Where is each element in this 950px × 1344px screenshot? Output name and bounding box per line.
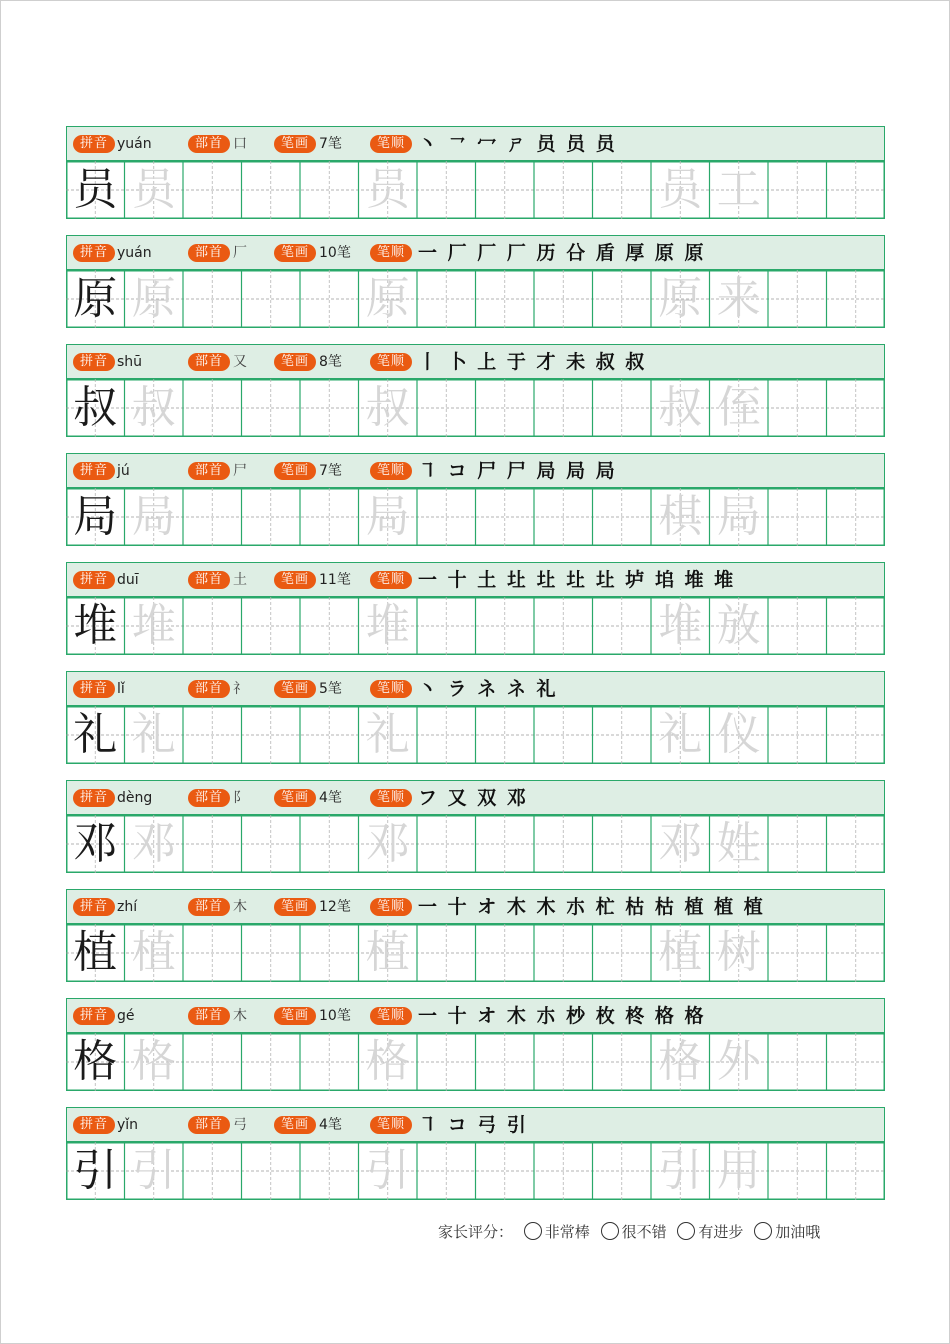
char-block [66,671,885,765]
pinyin-value: yǐn [117,1117,139,1133]
writing-grid[interactable] [66,1142,885,1200]
pinyin-badge: 拼音 [73,244,115,262]
trace-character: 植 [365,927,410,978]
strokes-badge: 笔画 [274,680,316,698]
strokes-badge: 笔画 [274,353,316,371]
radical-badge: 部首 [188,135,230,153]
model-character: 格 [73,1036,118,1087]
stroke-order-sequence: 丶 ㇖ 冖 ㄕ 员 员 员 [418,133,617,155]
stroke-order-sequence: 丶 ラ ネ ネ 礼 [418,678,558,700]
char-block [66,889,885,983]
trace-character: 堆 [365,600,410,651]
radical-badge: 部首 [188,1007,230,1025]
pinyin-value: duī [117,572,139,588]
writing-grid[interactable] [66,270,885,328]
radical-value: 礻 [233,681,247,697]
pinyin-badge: 拼音 [73,1116,115,1134]
radio-circle-icon[interactable] [677,1222,695,1240]
trace-character: 礼 [131,709,176,760]
writing-grid[interactable] [66,815,885,873]
char-block [66,235,885,329]
model-character: 植 [73,927,118,978]
radio-circle-icon[interactable] [601,1222,619,1240]
pinyin-badge: 拼音 [73,462,115,480]
trace-word-char: 树 [716,927,761,978]
model-character: 引 [73,1145,118,1196]
trace-character: 邓 [131,818,176,869]
stroke-order-badge: 笔顺 [370,1116,412,1134]
stroke-order-badge: 笔顺 [370,462,412,480]
trace-word-char: 员 [658,164,703,215]
strokes-value: 11笔 [319,572,351,588]
pinyin-value: zhí [117,899,138,915]
stroke-order-badge: 笔顺 [370,789,412,807]
radical-badge: 部首 [188,680,230,698]
trace-word-char: 原 [658,273,703,324]
radical-value: 又 [233,354,247,370]
strokes-value: 5笔 [319,681,342,697]
pinyin-value: yuán [117,136,152,152]
strokes-badge: 笔画 [274,571,316,589]
strokes-badge: 笔画 [274,244,316,262]
model-character: 叔 [73,382,118,433]
parent-rating [438,1218,820,1246]
pinyin-value: gé [117,1008,135,1024]
stroke-order-sequence: 一 十 オ 木 朩 杪 枚 柊 格 格 [418,1005,706,1027]
radical-value: 木 [233,1008,247,1024]
char-block [66,998,885,1092]
trace-character: 原 [131,273,176,324]
stroke-order-sequence: ㇕ コ 尸 尸 局 局 局 [418,460,617,482]
pinyin-badge: 拼音 [73,898,115,916]
model-character: 堆 [73,600,118,651]
rating-option-keep-going[interactable]: 加油哦 [754,1218,820,1246]
strokes-badge: 笔画 [274,789,316,807]
trace-word-char: 仪 [716,709,761,760]
strokes-badge: 笔画 [274,1007,316,1025]
char-info-header [66,126,885,161]
pinyin-badge: 拼音 [73,680,115,698]
trace-word-char: 放 [716,600,761,651]
char-info-header [66,453,885,488]
strokes-value: 10笔 [319,1008,351,1024]
strokes-value: 4笔 [319,1117,342,1133]
stroke-order-sequence: 一 厂 厂 厂 历 㕣 盾 厚 原 原 [418,242,706,264]
pinyin-value: lǐ [117,681,125,697]
writing-grid[interactable] [66,379,885,437]
radical-badge: 部首 [188,1116,230,1134]
rating-option-progress[interactable]: 有进步 [677,1218,743,1246]
trace-character: 植 [131,927,176,978]
model-character: 原 [73,273,118,324]
stroke-order-sequence: 一 十 土 圵 圵 圵 圵 垆 垖 堆 堆 [418,569,736,591]
trace-character: 引 [131,1145,176,1196]
strokes-value: 7笔 [319,463,342,479]
writing-grid[interactable] [66,924,885,982]
strokes-value: 4笔 [319,790,342,806]
writing-grid[interactable] [66,597,885,655]
radical-value: 阝 [233,790,247,806]
trace-word-char: 工 [716,164,761,215]
trace-word-char: 来 [716,273,761,324]
trace-word-char: 格 [658,1036,703,1087]
pinyin-badge: 拼音 [73,353,115,371]
strokes-badge: 笔画 [274,135,316,153]
radical-badge: 部首 [188,789,230,807]
trace-character: 叔 [131,382,176,433]
rating-option-great[interactable]: 非常棒 [524,1218,590,1246]
pinyin-badge: 拼音 [73,789,115,807]
radical-badge: 部首 [188,462,230,480]
char-info-header [66,998,885,1033]
char-info-header [66,889,885,924]
writing-grid[interactable] [66,488,885,546]
trace-word-char: 用 [716,1145,761,1196]
pinyin-badge: 拼音 [73,1007,115,1025]
rating-option-good[interactable]: 很不错 [601,1218,667,1246]
radio-circle-icon[interactable] [524,1222,542,1240]
stroke-order-sequence: 一 十 オ 木 木 朩 杧 枯 枯 植 植 植 [418,896,765,918]
radical-value: 土 [233,572,247,588]
stroke-order-badge: 笔顺 [370,353,412,371]
radical-badge: 部首 [188,353,230,371]
strokes-value: 10笔 [319,245,351,261]
stroke-order-badge: 笔顺 [370,135,412,153]
trace-character: 格 [365,1036,410,1087]
trace-word-char: 外 [716,1036,761,1087]
trace-word-char: 棋 [658,491,703,542]
trace-word-char: 引 [658,1145,703,1196]
radical-value: 尸 [233,463,247,479]
stroke-order-sequence: ㇕ コ 弓 引 [418,1114,528,1136]
model-character: 局 [73,491,118,542]
model-character: 邓 [73,818,118,869]
trace-character: 礼 [365,709,410,760]
strokes-badge: 笔画 [274,1116,316,1134]
stroke-order-badge: 笔顺 [370,571,412,589]
char-block [66,453,885,547]
strokes-value: 8笔 [319,354,342,370]
char-info-header [66,235,885,270]
char-block [66,126,885,220]
pinyin-value: dèng [117,790,153,806]
char-info-header [66,562,885,597]
stroke-order-sequence: フ 又 双 邓 [418,787,528,809]
writing-grid[interactable] [66,1033,885,1091]
trace-word-char: 姓 [716,818,761,869]
stroke-order-badge: 笔顺 [370,680,412,698]
trace-character: 员 [365,164,410,215]
char-block [66,344,885,438]
char-info-header [66,1107,885,1142]
char-info-header [66,344,885,379]
trace-word-char: 叔 [658,382,703,433]
trace-character: 引 [365,1145,410,1196]
trace-word-char: 邓 [658,818,703,869]
trace-character: 局 [365,491,410,542]
pinyin-value: yuán [117,245,152,261]
trace-word-char: 侄 [716,382,761,433]
strokes-value: 12笔 [319,899,351,915]
char-info-header [66,671,885,706]
trace-character: 局 [131,491,176,542]
stroke-order-badge: 笔顺 [370,1007,412,1025]
radical-badge: 部首 [188,244,230,262]
trace-character: 堆 [131,600,176,651]
trace-character: 员 [131,164,176,215]
pinyin-badge: 拼音 [73,135,115,153]
char-block [66,1107,885,1201]
trace-word-char: 植 [658,927,703,978]
radical-value: 口 [233,136,247,152]
model-character: 礼 [73,709,118,760]
strokes-value: 7笔 [319,136,342,152]
radical-badge: 部首 [188,571,230,589]
char-block [66,780,885,874]
radical-value: 木 [233,899,247,915]
stroke-order-badge: 笔顺 [370,898,412,916]
stroke-order-sequence: 丨 卜 上 于 才 未 叔 叔 [418,351,647,373]
char-info-header [66,780,885,815]
trace-character: 邓 [365,818,410,869]
writing-grid[interactable] [66,161,885,219]
radio-circle-icon[interactable] [754,1222,772,1240]
trace-character: 格 [131,1036,176,1087]
strokes-badge: 笔画 [274,898,316,916]
radical-value: 弓 [233,1117,247,1133]
rating-label: 家长评分： [438,1223,514,1241]
model-character: 员 [73,164,118,215]
pinyin-value: shū [117,354,143,370]
char-block [66,562,885,656]
pinyin-badge: 拼音 [73,571,115,589]
writing-grid[interactable] [66,706,885,764]
radical-value: 厂 [233,245,247,261]
strokes-badge: 笔画 [274,462,316,480]
trace-character: 叔 [365,382,410,433]
trace-word-char: 堆 [658,600,703,651]
pinyin-value: jú [117,463,130,479]
trace-word-char: 局 [716,491,761,542]
stroke-order-badge: 笔顺 [370,244,412,262]
trace-word-char: 礼 [658,709,703,760]
trace-character: 原 [365,273,410,324]
radical-badge: 部首 [188,898,230,916]
